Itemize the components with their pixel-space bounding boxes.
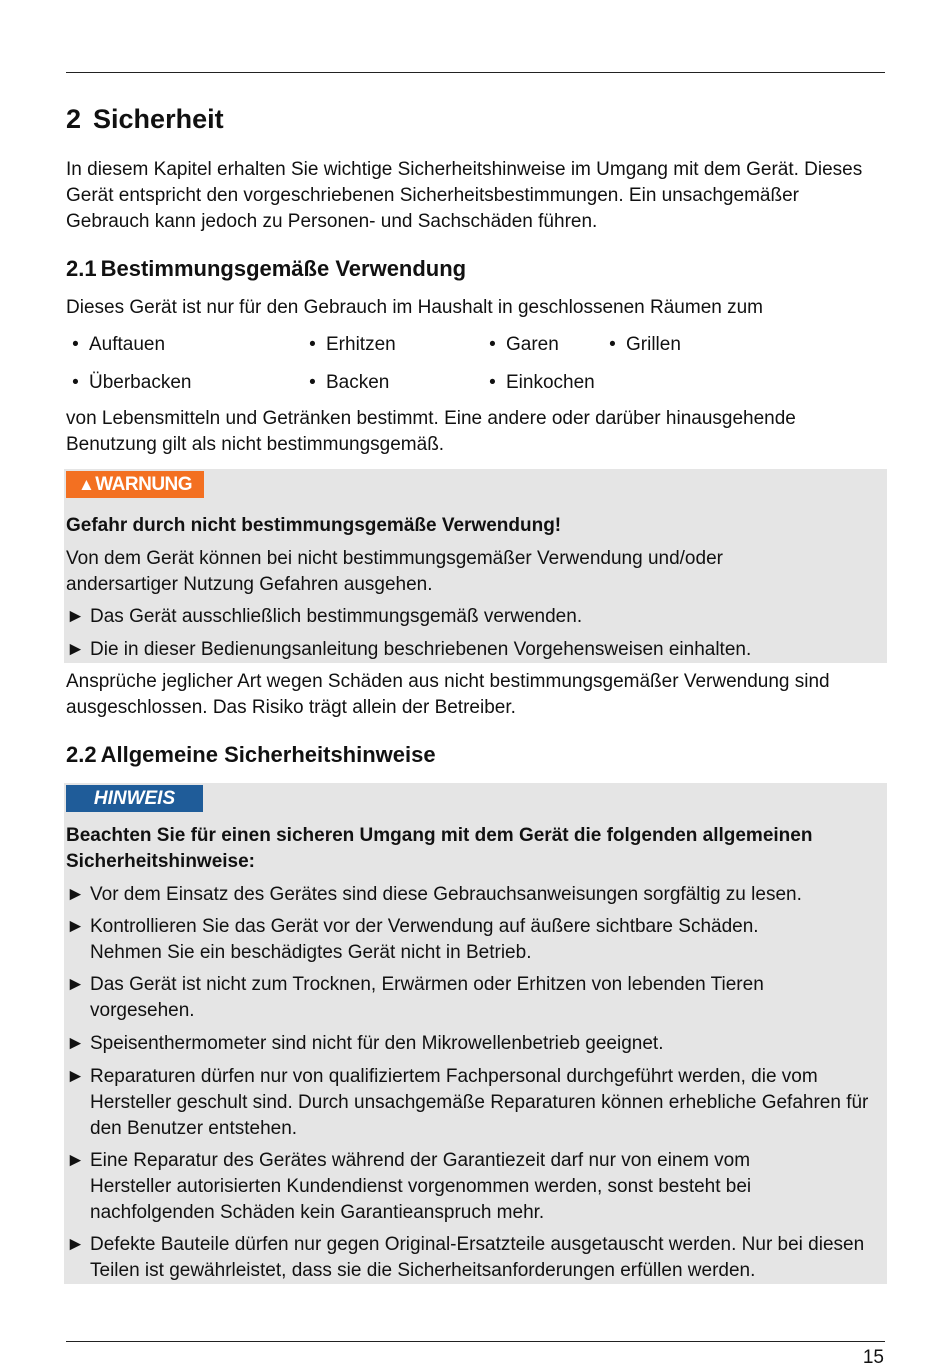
usage-closing: Ansprüche jeglicher Art wegen Schäden aus nicht bestimmungsgemäßer Verwendung sind ausgeschlossen. Das Risiko trägt allein der Betreiber. bbox=[66, 671, 830, 718]
warning-triangle-icon: ▲ bbox=[77, 475, 95, 494]
usage-after: von Lebensmitteln und Getränken bestimmt. Eine andere oder darüber hinausgehende Benutzung gilt als nicht bestimmungsgemäß. bbox=[66, 408, 796, 455]
header-rule bbox=[66, 72, 885, 73]
notice-step: ► Das Gerät ist nicht zum Trocknen, Erwärmen oder Erhitzen von lebenden Tieren vorgesehen. bbox=[66, 974, 764, 1021]
bullet-icon: • bbox=[72, 334, 79, 355]
notice-step: ► Eine Reparatur des Gerätes während der Garantiezeit darf nur von einem vom Hersteller autorisierten Kundendienst vorgenommen werden, sonst besteht bei nachfolgenden Schäden kein Garantieanspruch mehr. bbox=[66, 1150, 752, 1223]
bullet-icon: • bbox=[309, 372, 316, 393]
usage-lead: Dieses Gerät ist nur für den Gebrauch im Haushalt in geschlossenen Räumen zum bbox=[66, 297, 764, 318]
notice-step: ► Kontrollieren Sie das Gerät vor der Verwendung auf äußere sichtbare Schäden. Nehmen Sie ein beschädigtes Gerät nicht in Betrieb. bbox=[66, 916, 759, 963]
notice-step: ► Defekte Bauteile dürfen nur gegen Original-Ersatzteile ausgetauscht werden. Nur bei diesen Teilen ist gewährleistet, dass sie die Sicherheitsanforderungen erfüllen werden. bbox=[66, 1234, 865, 1281]
section-title: Sicherheit bbox=[93, 104, 224, 134]
bullet-icon: • bbox=[309, 334, 316, 355]
arrow-icon: ► bbox=[66, 639, 85, 660]
notice-badge bbox=[66, 785, 203, 812]
arrow-icon: ► bbox=[66, 884, 85, 905]
section-heading bbox=[66, 104, 224, 135]
usage-bullet: • Erhitzen bbox=[303, 332, 396, 358]
arrow-icon: ► bbox=[66, 606, 85, 627]
notice-step: ► Vor dem Einsatz des Gerätes sind diese Gebrauchsanweisungen sorgfältig zu lesen. bbox=[66, 882, 886, 908]
subsection-number: 2.2 bbox=[66, 742, 97, 767]
arrow-icon: ► bbox=[66, 1066, 85, 1087]
warning-badge-label: WARNUNG bbox=[95, 474, 193, 495]
notice-badge-label: HINWEIS bbox=[93, 788, 176, 809]
notice-headline: Beachten Sie für einen sicheren Umgang mit dem Gerät die folgenden allgemeinen Sicherheitshinweise: bbox=[66, 825, 813, 872]
notice-step: ► Speisenthermometer sind nicht für den Mikrowellenbetrieb geeignet. bbox=[66, 1031, 886, 1057]
section-number: 2 bbox=[66, 104, 82, 134]
warning-badge bbox=[66, 471, 204, 498]
subsection-heading-2-2 bbox=[66, 742, 436, 768]
notice-step: ► Reparaturen dürfen nur von qualifiziertem Fachpersonal durchgeführt werden, die vom Hersteller geschult sind. Durch unsachgemäße Reparaturen können erhebliche Gefahren für den Benutzer entstehen. bbox=[66, 1066, 869, 1139]
arrow-icon: ► bbox=[66, 1150, 85, 1171]
usage-bullet: • Einkochen bbox=[483, 370, 595, 396]
arrow-icon: ► bbox=[66, 1033, 85, 1054]
warning-step: ► Die in dieser Bedienungsanleitung beschriebenen Vorgehensweisen einhalten. bbox=[66, 637, 886, 663]
warning-text: Von dem Gerät können bei nicht bestimmungsgemäßer Verwendung und/oder andersartiger Nutzung Gefahren ausgehen. bbox=[66, 548, 723, 595]
subsection-title: Bestimmungsgemäße Verwendung bbox=[100, 256, 467, 281]
bullet-icon: • bbox=[489, 372, 496, 393]
warning-step: ► Das Gerät ausschließlich bestimmungsgemäß verwenden. bbox=[66, 604, 886, 630]
usage-bullet: • Grillen bbox=[603, 332, 681, 358]
page-number: 15 bbox=[862, 1347, 884, 1368]
subsection-title: Allgemeine Sicherheitshinweise bbox=[100, 742, 436, 767]
bullet-icon: • bbox=[489, 334, 496, 355]
bullet-icon: • bbox=[72, 372, 79, 393]
arrow-icon: ► bbox=[66, 916, 85, 937]
subsection-number: 2.1 bbox=[66, 256, 97, 281]
usage-bullet: • Garen bbox=[483, 332, 559, 358]
section-intro: In diesem Kapitel erhalten Sie wichtige Sicherheitshinweise im Umgang mit dem Gerät. Dieses Gerät entspricht den vorgeschriebenen Sicherheitsbestimmungen. Ein unsachgemäßer Gebrauch kann jedoch zu Personen- und Sachschäden führen. bbox=[66, 159, 863, 232]
usage-bullet: • Backen bbox=[303, 370, 389, 396]
bullet-icon: • bbox=[609, 334, 616, 355]
warning-headline: Gefahr durch nicht bestimmungsgemäße Verwendung! bbox=[66, 515, 562, 536]
arrow-icon: ► bbox=[66, 974, 85, 995]
subsection-heading-2-1 bbox=[66, 256, 466, 282]
usage-bullet: • Auftauen bbox=[66, 332, 165, 358]
footer-rule bbox=[66, 1341, 885, 1342]
arrow-icon: ► bbox=[66, 1234, 85, 1255]
usage-bullet: • Überbacken bbox=[66, 370, 191, 396]
